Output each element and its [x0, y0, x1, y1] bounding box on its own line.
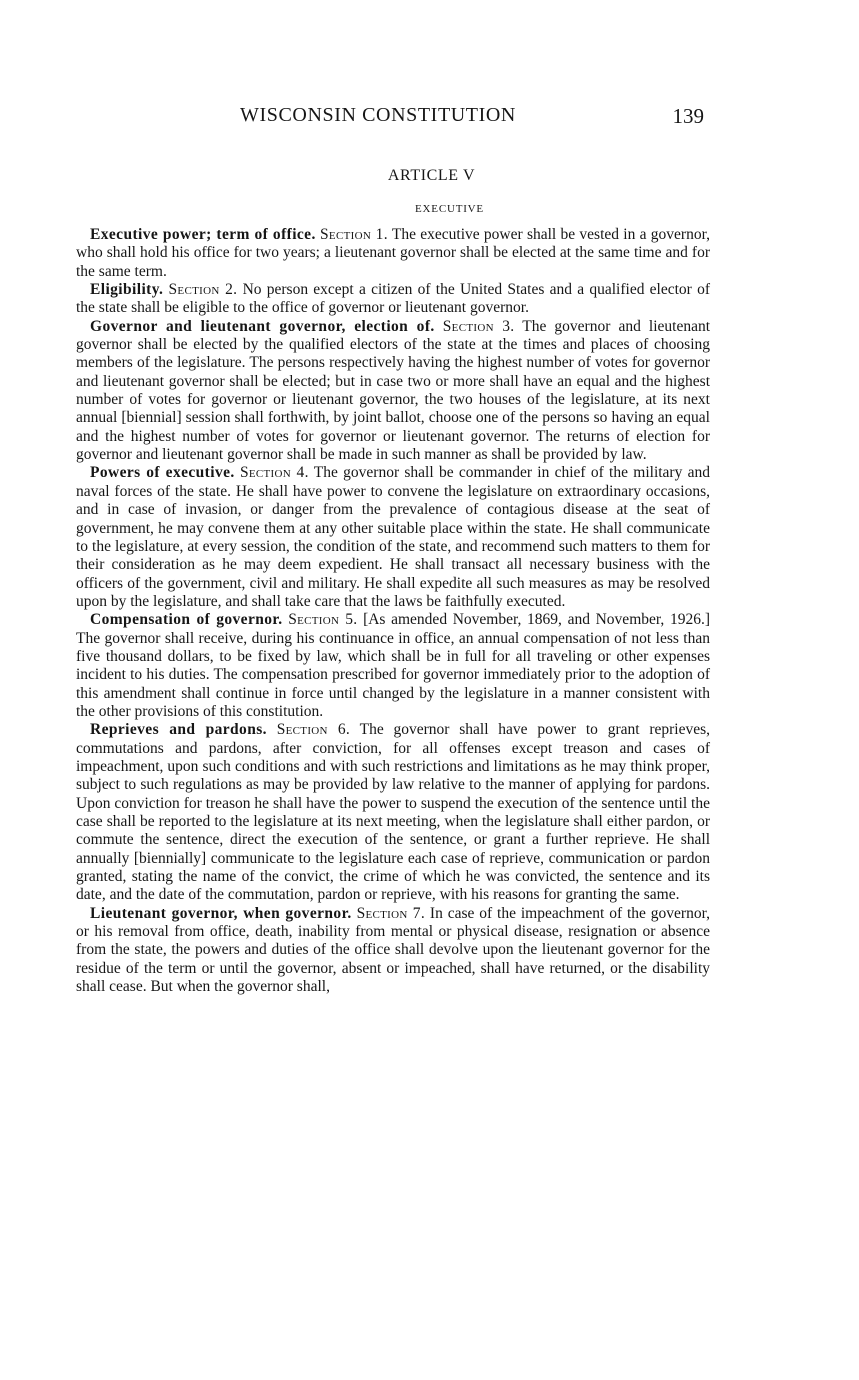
section-text: The governor shall have power to grant reprieves, commutations and pardons, after conviction, for all offenses except treason and cases of impeachment, upon such conditions and with such restrictions and limitations as he may think proper, subject to such regulations as may be provided by law relative to the manner of applying for pardons. Upon conviction for treason he shall have the power to suspend the execution of the sentence until the case shall be reported to the legislature at its next meeting, when the legislature shall either pardon, or commute the sentence, direct the execution of the sentence, or grant a further reprieve. He shall annually [biennially] communicate to the legislature each case of reprieve, communication or pardon granted, stating the name of the convict, the crime of which he was convicted, the sentence and its date, and the date of the commutation, pardon or reprieve, with his reasons for granting the same.	[76, 721, 711, 904]
section-heading: Powers of executive.	[90, 464, 235, 482]
section-heading: Compensation of governor.	[90, 611, 283, 629]
section-6	[76, 721, 710, 904]
article-body	[76, 226, 710, 996]
section-3	[76, 318, 710, 465]
section-label: Section 7.	[356, 904, 426, 922]
section-5	[76, 611, 710, 721]
running-title: WISCONSIN CONSTITUTION	[240, 104, 516, 126]
section-text: The governor shall be commander in chief of the military and naval forces of the state. He shall have power to convene the legislature on extraordinary occasions, and in case of invasion, or danger from the prevalence of contagious disease at the seat of government, he may convene them at any other suitable place within the state. He shall communicate to the legislature, at every session, the condition of the state, and recommend such matters to them for their consideration as he may deem expedient. He shall transact all necessary business with the officers of the government, civil and military. He shall expedite all such measures as may be resolved upon by the legislature, and shall take care that the laws be faithfully executed.	[76, 464, 710, 610]
section-text: The executive power shall be vested in a governor, who shall hold his office for two years; a lieutenant governor shall be elected at the same time and for the same term.	[76, 226, 710, 280]
section-heading: Reprieves and pardons.	[90, 721, 267, 739]
section-text: [As amended November, 1869, and November, 1926.] The governor shall receive, during his continuance in office, an annual compensation of not less than five thousand dollars, to be fixed by law, which shall be in full for all traveling or other expenses incident to his duties. The compensation prescribed for governor immediately prior to the adoption of this amendment shall continue in force until changed by the legislature in a manner consistent with the other provisions of this constitution.	[76, 611, 710, 720]
section-2	[76, 281, 710, 318]
section-heading: Executive power; term of office.	[90, 226, 316, 243]
section-label: Section 2.	[168, 281, 238, 299]
article-subtitle: EXECUTIVE	[415, 203, 484, 215]
section-heading: Lieutenant governor, when governor.	[90, 904, 352, 922]
section-text: In case of the impeachment of the governor, or his removal from office, death, inability from mental or physical disease, resignation or absence from the state, the powers and duties of the office shall devolve upon the lieutenant governor for the residue of the term or until the governor, absent or impeached, shall have returned, or the disability shall cease. But when the governor shall,	[76, 904, 711, 996]
section-heading: Governor and lieutenant governor, election of.	[90, 317, 435, 335]
running-head	[76, 104, 710, 130]
section-label: Section 3.	[442, 317, 515, 335]
page-number: 139	[672, 104, 704, 128]
section-label: Section 6.	[276, 721, 351, 739]
section-7	[76, 905, 710, 997]
section-4	[76, 464, 710, 611]
section-label: Section 5.	[288, 611, 358, 629]
section-label: Section 4.	[239, 464, 309, 482]
section-text: The governor and lieutenant governor shall be elected by the qualified electors of the state at the times and places of choosing members of the legislature. The persons respectively having the highest number of votes for governor and lieutenant governor shall be elected; but in case two or more shall have an equal and the highest number of votes for governor or lieutenant governor, the two houses of the legislature, at its next annual [biennial] session shall forthwith, by joint ballot, choose one of the persons so having an equal and the highest number of votes for governor or lieutenant governor. The returns of election for governor and lieutenant governor shall be made in such manner as shall be provided by law.	[76, 317, 711, 464]
section-text: No person except a citizen of the United States and a qualified elector of the state shall be eligible to the office of governor or lieutenant governor.	[76, 281, 710, 317]
section-1	[76, 226, 710, 281]
section-label: Section 1.	[320, 226, 388, 243]
section-heading: Eligibility.	[90, 281, 164, 299]
article-title: ARTICLE V	[387, 167, 476, 184]
